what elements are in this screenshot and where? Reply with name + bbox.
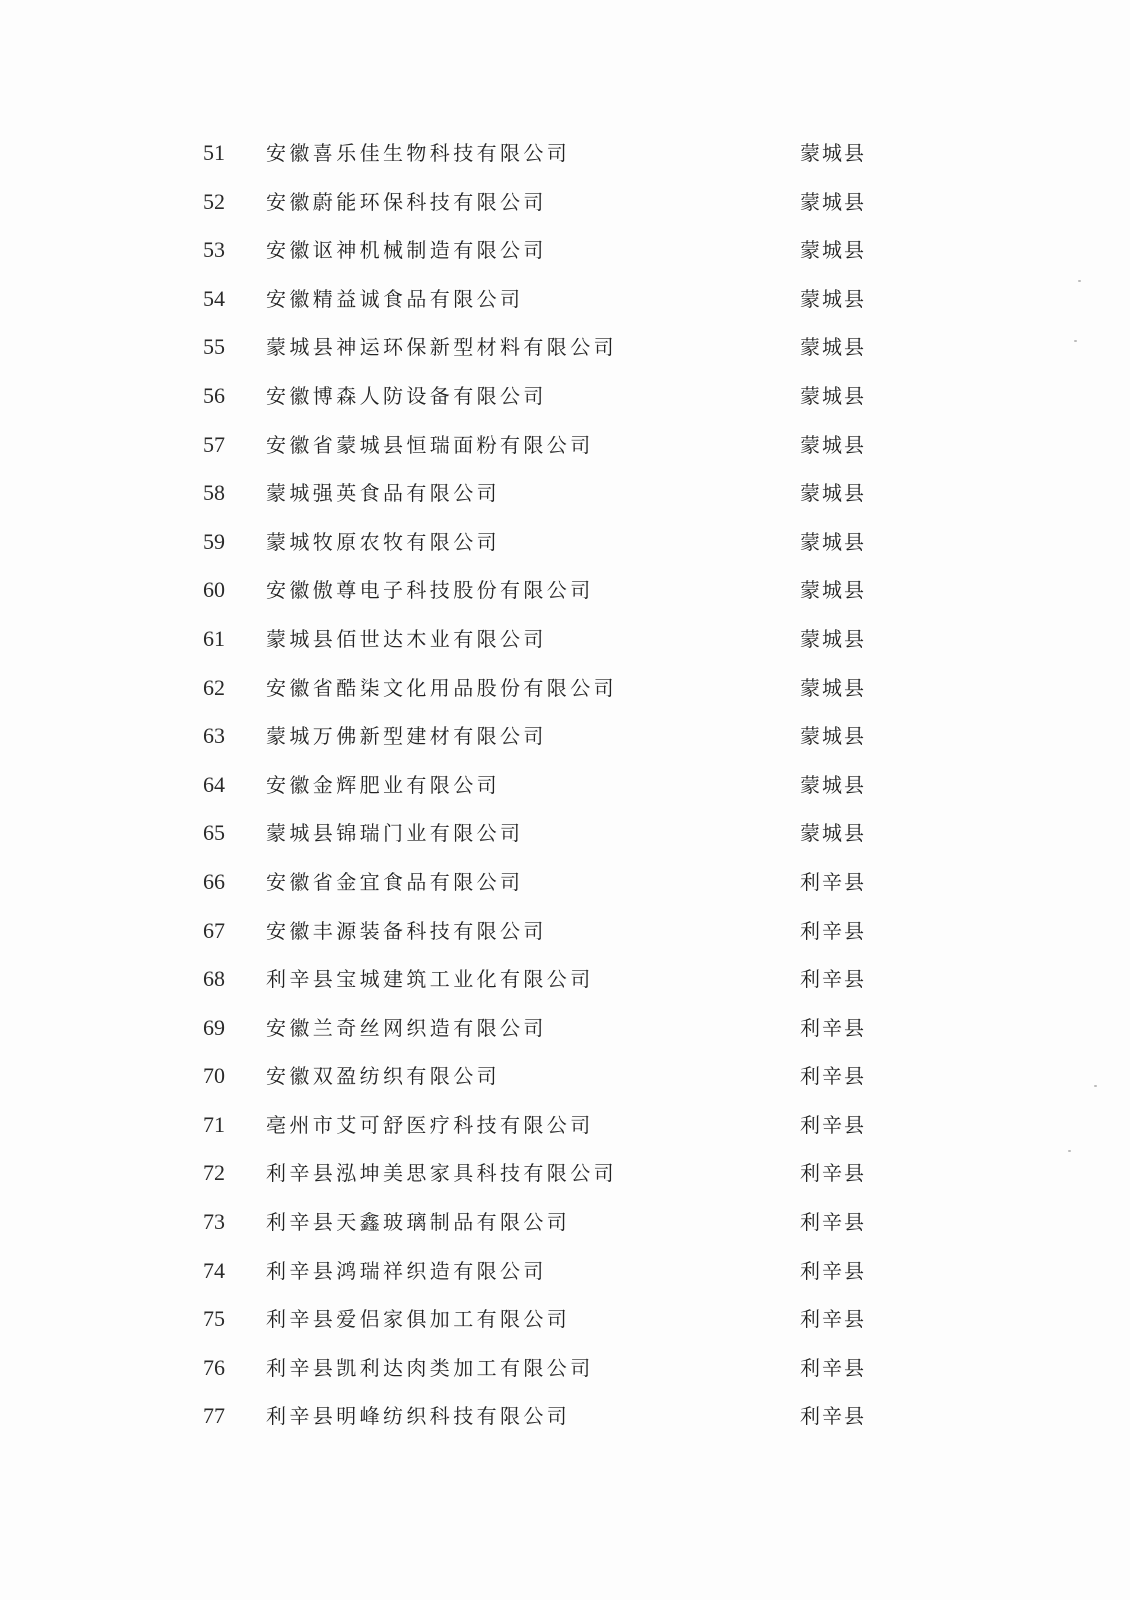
table-row [0, 1295, 1130, 1344]
scan-speck [1068, 1150, 1071, 1152]
scan-speck [1074, 340, 1077, 342]
company-name: 安徽双盈纺织有限公司 [266, 1064, 500, 1089]
county-name: 利辛县 [800, 1210, 866, 1235]
company-name: 蒙城牧原农牧有限公司 [266, 529, 500, 554]
row-number: 75 [203, 1306, 225, 1332]
county-name: 蒙城县 [800, 529, 866, 554]
row-number: 74 [203, 1257, 225, 1283]
table-row [0, 809, 1130, 858]
row-number: 51 [203, 140, 225, 165]
company-name: 安徽精益诚食品有限公司 [266, 286, 524, 311]
county-name: 蒙城县 [800, 189, 866, 214]
row-number: 67 [203, 917, 225, 943]
county-name: 利辛县 [800, 1355, 866, 1380]
table-row [0, 615, 1130, 664]
county-name: 利辛县 [800, 1015, 866, 1040]
table-row [0, 178, 1130, 227]
company-name: 利辛县明峰纺织科技有限公司 [266, 1404, 571, 1429]
row-number: 66 [203, 868, 225, 894]
company-name: 蒙城县神运环保新型材料有限公司 [266, 335, 617, 360]
county-name: 蒙城县 [800, 335, 866, 360]
row-number: 55 [203, 334, 225, 360]
company-list-table [0, 129, 1130, 1441]
row-number: 53 [203, 237, 225, 263]
company-name: 利辛县爱侣家俱加工有限公司 [266, 1307, 571, 1332]
company-name: 安徽博森人防设备有限公司 [266, 383, 547, 408]
row-number: 62 [203, 674, 225, 700]
table-row [0, 1052, 1130, 1101]
table-row [0, 518, 1130, 567]
county-name: 蒙城县 [800, 286, 866, 311]
table-row [0, 1149, 1130, 1198]
table-row [0, 664, 1130, 713]
company-name: 安徽省金宜食品有限公司 [266, 869, 524, 894]
county-name: 蒙城县 [800, 432, 866, 457]
county-name: 利辛县 [800, 1404, 866, 1429]
row-number: 68 [203, 966, 225, 992]
county-name: 利辛县 [800, 967, 866, 992]
row-number: 63 [203, 723, 225, 749]
company-name: 安徽讴神机械制造有限公司 [266, 238, 547, 263]
county-name: 蒙城县 [800, 141, 866, 165]
table-row [0, 858, 1130, 907]
county-name: 利辛县 [800, 1112, 866, 1137]
county-name: 蒙城县 [800, 675, 866, 700]
county-name: 蒙城县 [800, 772, 866, 797]
row-number: 60 [203, 577, 225, 603]
row-number: 71 [203, 1111, 225, 1137]
table-row [0, 469, 1130, 518]
company-name: 安徽喜乐佳生物科技有限公司 [266, 141, 571, 165]
scan-speck [1078, 280, 1081, 282]
row-number: 52 [203, 188, 225, 214]
row-number: 76 [203, 1354, 225, 1380]
row-number: 64 [203, 771, 225, 797]
company-name: 安徽傲尊电子科技股份有限公司 [266, 578, 594, 603]
county-name: 蒙城县 [800, 481, 866, 506]
row-number: 69 [203, 1014, 225, 1040]
company-name: 利辛县鸿瑞祥织造有限公司 [266, 1258, 547, 1283]
row-number: 77 [203, 1403, 225, 1429]
row-number: 57 [203, 431, 225, 457]
company-name: 蒙城县佰世达木业有限公司 [266, 626, 547, 651]
row-number: 58 [203, 480, 225, 506]
table-row [0, 712, 1130, 761]
row-number: 65 [203, 820, 225, 846]
county-name: 利辛县 [800, 918, 866, 943]
company-name: 利辛县宝城建筑工业化有限公司 [266, 967, 594, 992]
county-name: 利辛县 [800, 1307, 866, 1332]
company-name: 安徽蔚能环保科技有限公司 [266, 189, 547, 214]
row-number: 72 [203, 1160, 225, 1186]
company-name: 安徽省酷柒文化用品股份有限公司 [266, 675, 617, 700]
company-name: 安徽兰奇丝网织造有限公司 [266, 1015, 547, 1040]
company-name: 亳州市艾可舒医疗科技有限公司 [266, 1112, 594, 1137]
row-number: 59 [203, 528, 225, 554]
company-name: 安徽金辉肥业有限公司 [266, 772, 500, 797]
company-name: 安徽省蒙城县恒瑞面粉有限公司 [266, 432, 594, 457]
county-name: 利辛县 [800, 1161, 866, 1186]
county-name: 蒙城县 [800, 724, 866, 749]
table-row [0, 907, 1130, 956]
county-name: 蒙城县 [800, 821, 866, 846]
row-number: 73 [203, 1209, 225, 1235]
row-number: 61 [203, 625, 225, 651]
company-name: 蒙城县锦瑞门业有限公司 [266, 821, 524, 846]
scan-speck [1094, 1085, 1097, 1087]
table-row [0, 323, 1130, 372]
county-name: 蒙城县 [800, 578, 866, 603]
row-number: 56 [203, 382, 225, 408]
table-row [0, 761, 1130, 810]
table-row [0, 1101, 1130, 1150]
county-name: 利辛县 [800, 869, 866, 894]
table-row [0, 372, 1130, 421]
county-name: 利辛县 [800, 1258, 866, 1283]
county-name: 蒙城县 [800, 238, 866, 263]
table-row [0, 1198, 1130, 1247]
company-name: 利辛县凯利达肉类加工有限公司 [266, 1355, 594, 1380]
company-name: 利辛县泓坤美思家具科技有限公司 [266, 1161, 617, 1186]
company-name: 蒙城强英食品有限公司 [266, 481, 500, 506]
table-row [0, 226, 1130, 275]
table-row [0, 421, 1130, 470]
company-name: 安徽丰源装备科技有限公司 [266, 918, 547, 943]
table-row [0, 1247, 1130, 1296]
table-row [0, 129, 1130, 178]
county-name: 蒙城县 [800, 383, 866, 408]
table-row [0, 1344, 1130, 1393]
county-name: 蒙城县 [800, 626, 866, 651]
table-row [0, 1004, 1130, 1053]
company-name: 蒙城万佛新型建材有限公司 [266, 724, 547, 749]
company-name: 利辛县天鑫玻璃制品有限公司 [266, 1210, 571, 1235]
table-row [0, 955, 1130, 1004]
row-number: 70 [203, 1063, 225, 1089]
county-name: 利辛县 [800, 1064, 866, 1089]
table-row [0, 1392, 1130, 1441]
row-number: 54 [203, 285, 225, 311]
table-row [0, 566, 1130, 615]
table-row [0, 275, 1130, 324]
